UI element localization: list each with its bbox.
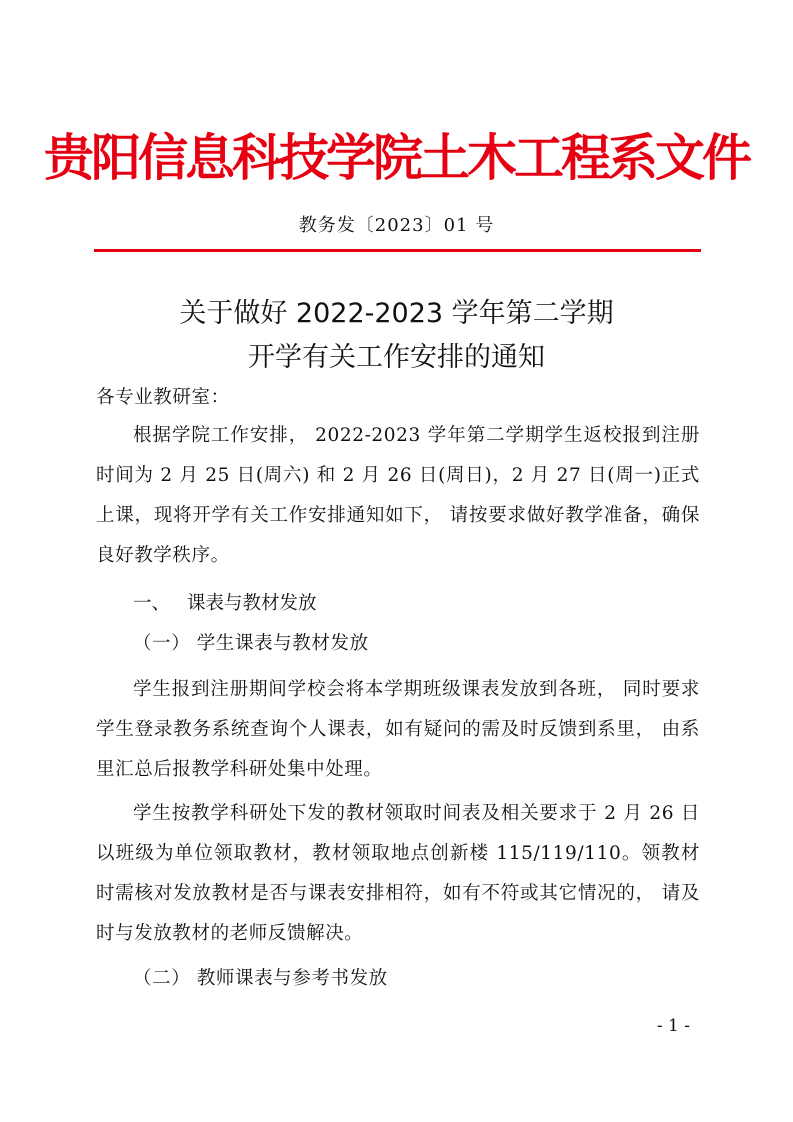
notice-title-line-1: 关于做好 2022-2023 学年第二学期 — [179, 298, 614, 329]
masthead-title: 贵阳信息科技学院土木工程系文件 — [44, 129, 749, 187]
document-number: 教务发〔2023〕01 号 — [298, 215, 495, 236]
student-schedule-paragraph: 学生报到注册期间学校会将本学期班级课表发放到各班， 同时要求学生登录教务系统查询个人课表，如有疑问的需及时反馈到系里， 由系里汇总后报教学科研处集中处理。 — [96, 679, 700, 780]
notice-title-line-2: 开学有关工作安排的通知 — [248, 342, 545, 373]
intro-paragraph: 根据学院工作安排， 2022-2023 学年第二学期学生返校报到注册时间为 2 月 25 日(周六) 和 2 月 26 日(周日)，2 月 27 日(周一)正式上课，现将开学有关工作安排通知如下， 请按要求做好教学准备，确保良好教学秩序。 — [96, 425, 700, 566]
red-divider-line — [94, 249, 701, 252]
section-title: 课表与教材发放 — [187, 593, 317, 614]
section-heading-1 — [133, 589, 317, 619]
section-number: 一、 — [133, 593, 171, 614]
subsection-heading-1: （一） 学生课表与教材发放 — [133, 633, 369, 654]
subsection-heading-2: （二） 教师课表与参考书发放 — [133, 968, 388, 989]
salutation: 各专业教研室： — [96, 387, 230, 408]
textbook-paragraph: 学生按教学科研处下发的教材领取时间表及相关要求于 2 月 26 日以班级为单位领取教材，教材领取地点创新楼 115/119/110。领教材时需核对发放教材是否与课表安排相符，如有不符或其它情况的， 请及时与发放教材的老师反馈解决。 — [96, 803, 700, 944]
page-number: - 1 - — [656, 1016, 690, 1036]
